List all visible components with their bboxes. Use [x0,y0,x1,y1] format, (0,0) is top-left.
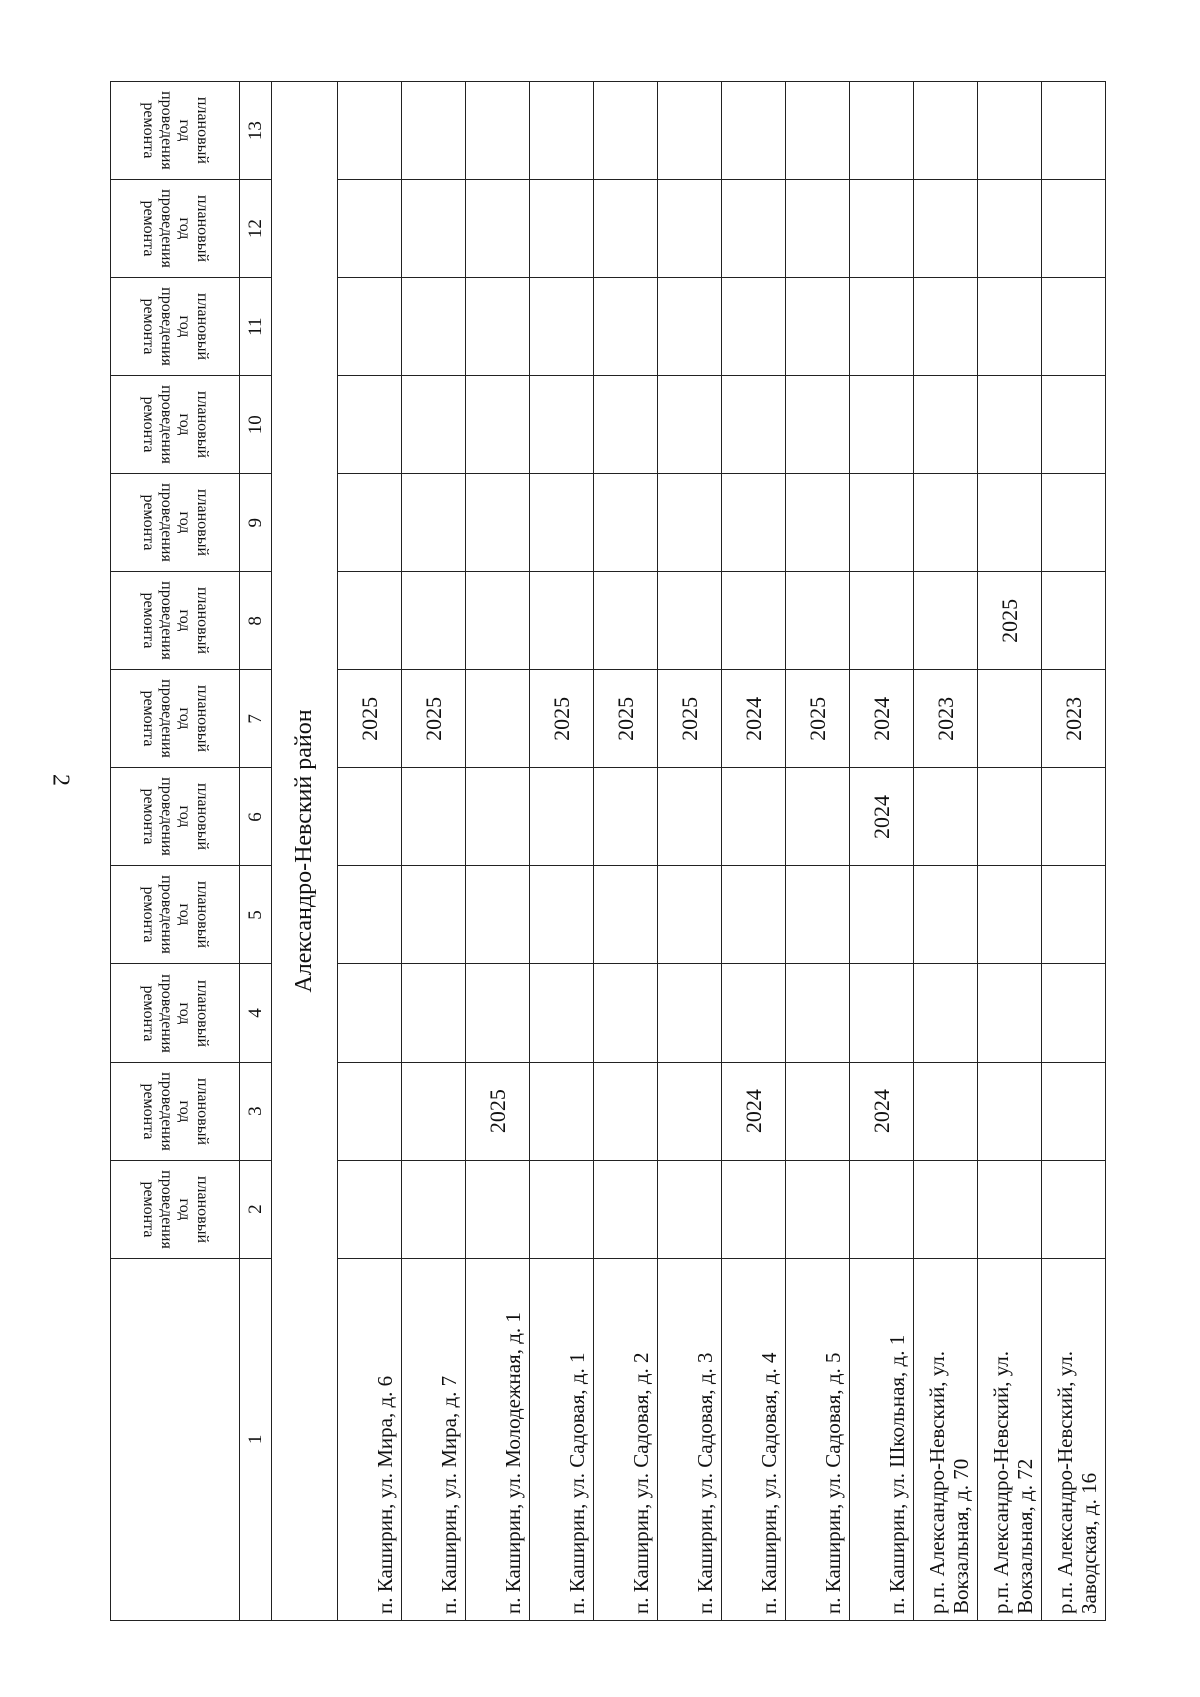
year-cell [338,376,402,474]
repair-schedule-table [110,81,1106,1621]
year-cell [658,1160,722,1258]
year-cell [914,1062,978,1160]
column-number-row [240,82,272,1621]
district-name: Александро-Невский район [272,82,338,1621]
year-cell [658,474,722,572]
year-cell [722,474,786,572]
year-cell [338,572,402,670]
year-cell [594,278,658,376]
year-cell [786,82,850,180]
address-cell: п. Каширин, ул. Мира, д. 7 [402,1258,466,1620]
year-cell [466,180,530,278]
year-cell [850,376,914,474]
header-cell: плановый год проведения ремонта [111,670,240,768]
year-cell [978,82,1042,180]
year-cell [402,180,466,278]
year-cell [978,1160,1042,1258]
year-cell [338,180,402,278]
year-cell [658,866,722,964]
year-cell [594,964,658,1062]
district-row [272,82,338,1621]
table-row [722,82,786,1621]
table-row [914,82,978,1621]
year-cell [914,768,978,866]
header-cell: плановый год проведения ремонта [111,1062,240,1160]
year-cell [786,474,850,572]
header-row [111,82,240,1621]
year-cell: 2023 [1042,670,1106,768]
year-cell [466,670,530,768]
year-cell [402,572,466,670]
year-cell [338,1062,402,1160]
table-row [338,82,402,1621]
column-number: 13 [240,82,272,180]
year-cell [786,768,850,866]
year-cell [978,278,1042,376]
year-cell: 2025 [338,670,402,768]
year-cell [338,866,402,964]
year-cell [722,964,786,1062]
year-cell: 2025 [530,670,594,768]
year-cell [530,1160,594,1258]
year-cell [402,1062,466,1160]
year-cell [530,278,594,376]
year-cell [594,866,658,964]
year-cell [658,1062,722,1160]
year-cell [914,572,978,670]
year-cell [722,572,786,670]
year-cell [530,1062,594,1160]
year-cell [338,768,402,866]
year-cell: 2023 [914,670,978,768]
year-cell [978,1062,1042,1160]
header-cell: плановый год проведения ремонта [111,964,240,1062]
year-cell [658,82,722,180]
year-cell [402,376,466,474]
year-cell [338,1160,402,1258]
year-cell [850,278,914,376]
year-cell [530,376,594,474]
year-cell: 2024 [850,768,914,866]
year-cell [786,572,850,670]
year-cell [722,376,786,474]
year-cell: 2024 [850,670,914,768]
year-cell [402,866,466,964]
year-cell [594,1062,658,1160]
address-cell: п. Каширин, ул. Садовая, д. 2 [594,1258,658,1620]
year-cell: 2025 [786,670,850,768]
address-cell: п. Каширин, ул. Молодежная, д. 1 [466,1258,530,1620]
year-cell [530,572,594,670]
address-cell: п. Каширин, ул. Мира, д. 6 [338,1258,402,1620]
year-cell [850,866,914,964]
table-row [1042,82,1106,1621]
year-cell [722,866,786,964]
address-cell: п. Каширин, ул. Садовая, д. 3 [658,1258,722,1620]
year-cell: 2024 [722,670,786,768]
year-cell: 2025 [402,670,466,768]
year-cell [530,866,594,964]
year-cell [1042,572,1106,670]
table-row [658,82,722,1621]
year-cell [978,670,1042,768]
year-cell [786,1160,850,1258]
header-cell: плановый год проведения ремонта [111,278,240,376]
year-cell: 2025 [594,670,658,768]
year-cell [530,768,594,866]
year-cell [722,82,786,180]
year-cell [786,278,850,376]
year-cell [1042,964,1106,1062]
column-number: 10 [240,376,272,474]
column-number: 11 [240,278,272,376]
year-cell [914,180,978,278]
year-cell [402,768,466,866]
year-cell [466,1160,530,1258]
year-cell [402,964,466,1062]
year-cell [850,1160,914,1258]
header-cell-empty [111,1258,240,1620]
year-cell [658,572,722,670]
year-cell [914,474,978,572]
column-number: 4 [240,964,272,1062]
year-cell [1042,278,1106,376]
year-cell [658,278,722,376]
year-cell [466,768,530,866]
year-cell [594,572,658,670]
page-number: 2 [47,774,74,786]
year-cell [1042,1062,1106,1160]
header-cell: плановый год проведения ремонта [111,1160,240,1258]
column-number: 5 [240,866,272,964]
table-row [402,82,466,1621]
year-cell [594,82,658,180]
table-row [978,82,1042,1621]
table-row [530,82,594,1621]
year-cell [1042,376,1106,474]
year-cell: 2024 [850,1062,914,1160]
year-cell [1042,866,1106,964]
table-row [786,82,850,1621]
year-cell [850,572,914,670]
address-cell: р.п. Александро-Невский, ул. Вокзальная, д. 70 [914,1258,978,1620]
year-cell [338,964,402,1062]
year-cell [338,278,402,376]
year-cell [850,180,914,278]
year-cell [1042,180,1106,278]
table-row [850,82,914,1621]
year-cell [594,180,658,278]
year-cell [594,1160,658,1258]
year-cell [466,278,530,376]
header-cell: плановый год проведения ремонта [111,768,240,866]
address-cell: п. Каширин, ул. Садовая, д. 1 [530,1258,594,1620]
year-cell [658,964,722,1062]
year-cell [722,278,786,376]
year-cell [402,1160,466,1258]
year-cell [530,180,594,278]
year-cell [786,866,850,964]
address-cell: п. Каширин, ул. Садовая, д. 4 [722,1258,786,1620]
year-cell [850,82,914,180]
header-cell: плановый год проведения ремонта [111,180,240,278]
header-cell: плановый год проведения ремонта [111,474,240,572]
year-cell [530,82,594,180]
year-cell [466,866,530,964]
year-cell [658,180,722,278]
year-cell [338,474,402,572]
year-cell [466,82,530,180]
column-number: 2 [240,1160,272,1258]
column-number: 12 [240,180,272,278]
year-cell [978,376,1042,474]
year-cell: 2025 [658,670,722,768]
address-cell: р.п. Александро-Невский, ул. Заводская, д. 16 [1042,1258,1106,1620]
year-cell [1042,1160,1106,1258]
year-cell [978,964,1042,1062]
column-number: 9 [240,474,272,572]
year-cell [978,474,1042,572]
year-cell [786,964,850,1062]
year-cell [466,474,530,572]
year-cell [914,82,978,180]
year-cell [786,180,850,278]
year-cell [594,768,658,866]
header-cell: плановый год проведения ремонта [111,572,240,670]
year-cell: 2024 [722,1062,786,1160]
document-page [110,81,1101,1621]
column-number: 6 [240,768,272,866]
year-cell [786,1062,850,1160]
year-cell [466,572,530,670]
year-cell [466,964,530,1062]
year-cell [658,768,722,866]
year-cell [722,180,786,278]
year-cell [914,866,978,964]
year-cell [850,474,914,572]
column-number: 8 [240,572,272,670]
year-cell [978,866,1042,964]
year-cell [338,82,402,180]
year-cell [914,278,978,376]
year-cell [722,1160,786,1258]
year-cell [978,180,1042,278]
year-cell [914,1160,978,1258]
address-cell: п. Каширин, ул. Школьная, д. 1 [850,1258,914,1620]
year-cell [402,474,466,572]
year-cell [978,768,1042,866]
year-cell [914,376,978,474]
address-cell: р.п. Александро-Невский, ул. Вокзальная, д. 72 [978,1258,1042,1620]
year-cell [594,474,658,572]
header-cell: плановый год проведения ремонта [111,82,240,180]
address-cell: п. Каширин, ул. Садовая, д. 5 [786,1258,850,1620]
header-cell: плановый год проведения ремонта [111,866,240,964]
year-cell [1042,474,1106,572]
year-cell: 2025 [978,572,1042,670]
year-cell [530,474,594,572]
table-row [466,82,530,1621]
year-cell [1042,82,1106,180]
year-cell [658,376,722,474]
column-number: 7 [240,670,272,768]
year-cell [530,964,594,1062]
year-cell [466,376,530,474]
year-cell [402,82,466,180]
header-cell: плановый год проведения ремонта [111,376,240,474]
year-cell [914,964,978,1062]
year-cell [594,376,658,474]
year-cell [722,768,786,866]
year-cell [1042,768,1106,866]
column-number: 3 [240,1062,272,1160]
table-row [594,82,658,1621]
year-cell [786,376,850,474]
year-cell [850,964,914,1062]
year-cell [402,278,466,376]
column-number: 1 [240,1258,272,1620]
year-cell: 2025 [466,1062,530,1160]
